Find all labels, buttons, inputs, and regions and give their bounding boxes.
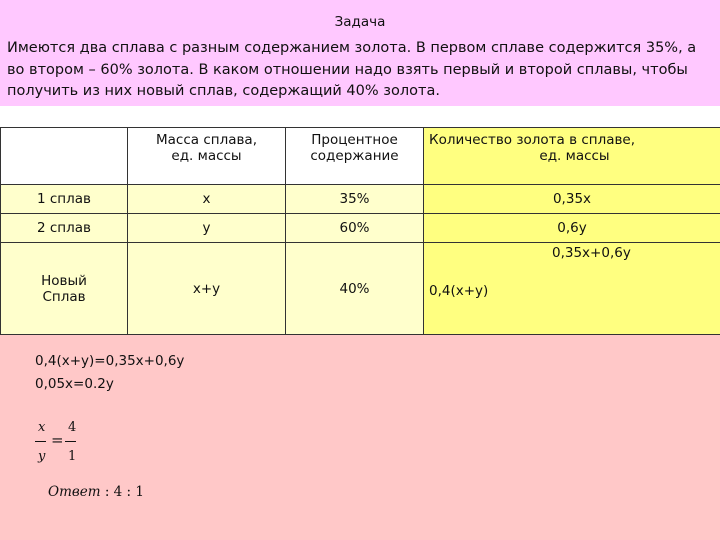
new-alloy-label-line2: Сплав <box>42 288 86 305</box>
alloy-table <box>0 127 720 335</box>
header-percent-line1: Процентное <box>311 132 398 148</box>
row-percent: 60% <box>286 214 424 243</box>
table-row <box>1 214 720 243</box>
header-mass-line1: Масса сплава, <box>156 132 257 148</box>
new-alloy-label <box>1 243 128 335</box>
row-percent: 35% <box>286 185 424 214</box>
fraction-denominator-right: 1 <box>68 449 77 464</box>
new-alloy-mass: x+y <box>128 243 286 335</box>
new-alloy-gold <box>424 243 720 335</box>
fraction-numerator-right: 4 <box>68 420 77 435</box>
row-label: 1 сплав <box>1 185 128 214</box>
table-row-new-alloy <box>1 243 720 335</box>
answer-word: Ответ <box>48 484 101 500</box>
answer-value: : 4 : 1 <box>104 484 144 500</box>
equation-1: 0,4(x+y)=0,35x+0,6y <box>35 353 185 369</box>
task-title: Задача <box>334 14 386 30</box>
answer <box>48 484 144 500</box>
fraction-bar-left <box>35 441 46 442</box>
header-gold-line1: Количество золота в сплаве, <box>429 132 636 148</box>
equation-2: 0,05x=0.2y <box>35 376 114 392</box>
table-row <box>1 185 720 214</box>
new-alloy-gold-sum: 0,35x+0,6y <box>552 245 631 261</box>
fraction-denominator-left: y <box>38 449 46 464</box>
header-gold <box>424 128 720 185</box>
task-text: Имеются два сплава с разным содержанием золота. В первом сплаве содержится 35%, а во втором – 60% золота. В каком отношении надо взять первый и второй сплавы, чтобы получить из них новый сплав, содержащий 40% золота. <box>7 40 697 99</box>
fraction-bar-right <box>65 441 76 442</box>
equals-sign: = <box>51 431 64 449</box>
solution-lines <box>35 350 184 396</box>
new-alloy-gold-total: 0,4(x+y) <box>429 283 489 299</box>
new-alloy-percent: 40% <box>286 243 424 335</box>
header-mass <box>128 128 286 185</box>
row-mass: x <box>128 185 286 214</box>
new-alloy-label-line1: Новый <box>41 272 87 289</box>
header-gold-line2: ед. массы <box>539 148 610 164</box>
fraction-numerator-left: x <box>38 420 46 435</box>
row-mass: y <box>128 214 286 243</box>
task-panel <box>0 0 720 106</box>
header-percent <box>286 128 424 185</box>
header-mass-line2: ед. массы <box>171 148 242 164</box>
row-label: 2 сплав <box>1 214 128 243</box>
ratio-fraction <box>35 420 85 470</box>
table-header-row <box>1 128 720 185</box>
spacer <box>0 106 720 127</box>
row-gold: 0,6y <box>424 214 720 243</box>
row-gold: 0,35x <box>424 185 720 214</box>
header-percent-line2: содержание <box>310 148 399 164</box>
header-empty-cell <box>1 128 128 185</box>
